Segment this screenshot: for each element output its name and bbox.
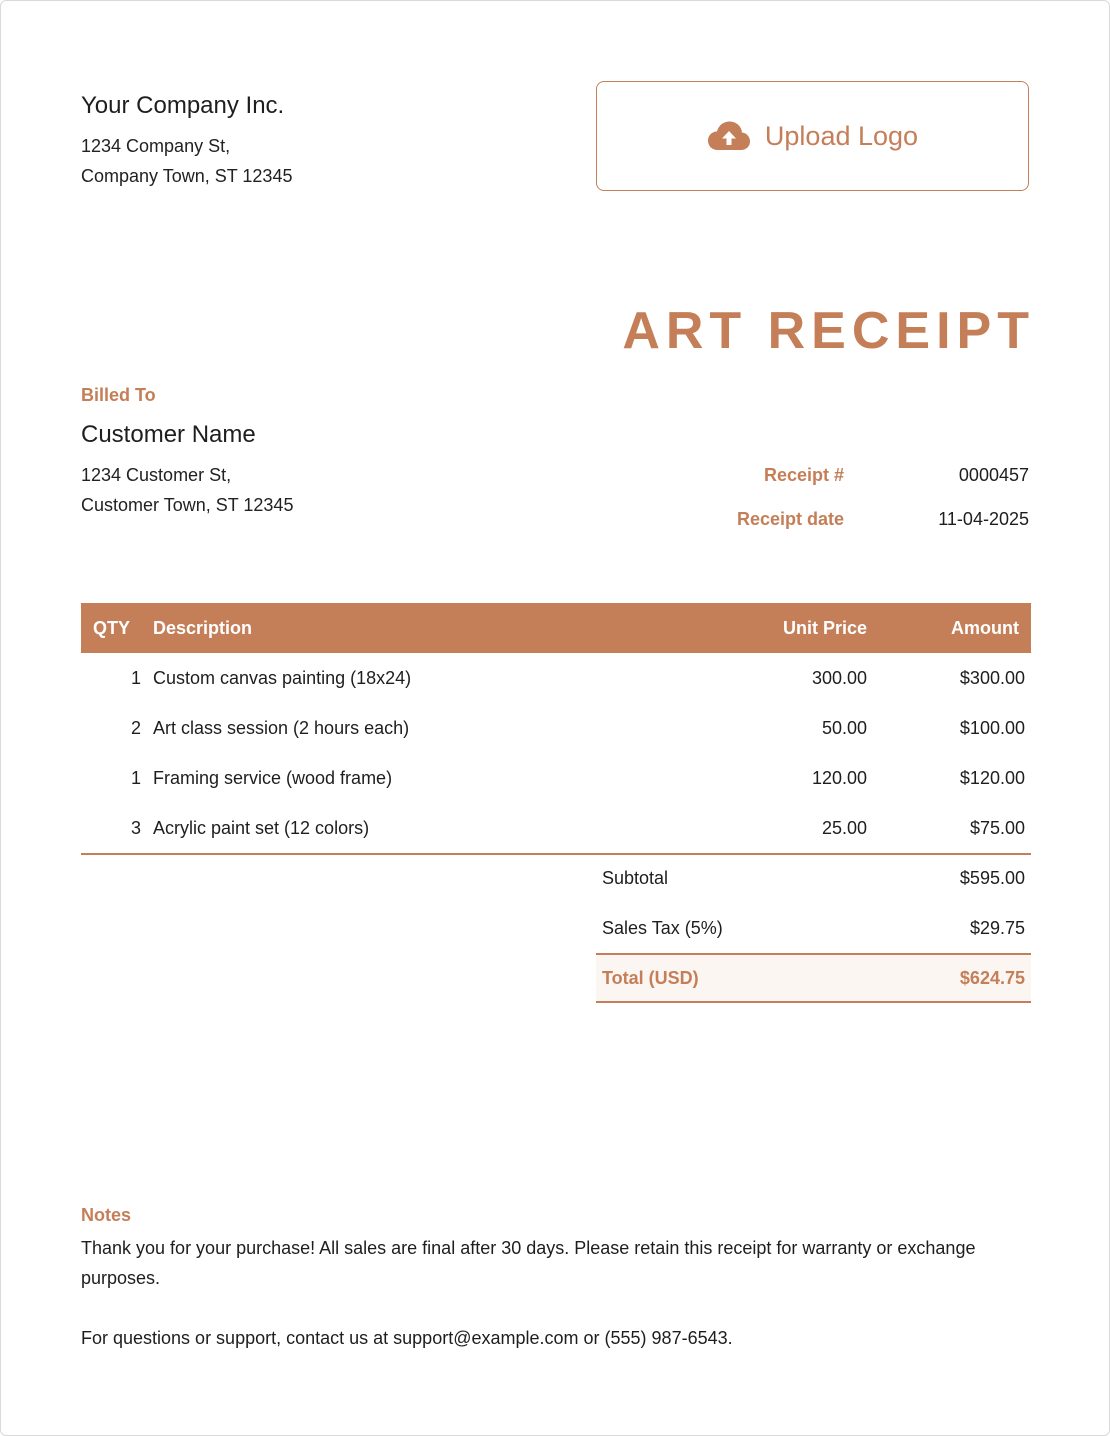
table-header-row [81, 603, 1031, 653]
tax-label: Sales Tax (5%) [602, 917, 723, 938]
line-items-table [81, 603, 1031, 855]
item-qty: 3 [81, 803, 153, 854]
cloud-upload-icon [707, 120, 751, 152]
tax-row [596, 903, 1031, 954]
company-block [81, 91, 292, 191]
table-row [81, 703, 1031, 753]
receipt-number-value: 0000457 [958, 464, 1029, 485]
receipt-date-value: 11-04-2025 [938, 508, 1029, 529]
receipt-number-label: Receipt # [763, 464, 844, 485]
total-label: Total (USD) [596, 954, 875, 1002]
item-unit-price: 300.00 [811, 667, 867, 688]
upload-logo-label: Upload Logo [764, 120, 919, 151]
billed-to-label: Billed To [81, 385, 156, 405]
notes-text: Thank you for your purchase! All sales are final after 30 days. Please retain this receipt for warranty or exchange purposes. [81, 1238, 976, 1288]
receipt-meta [604, 453, 1029, 541]
item-amount: $100.00 [959, 717, 1025, 738]
item-qty: 2 [130, 717, 141, 738]
receipt-number-row [604, 453, 1029, 497]
totals-table [596, 853, 1031, 1003]
item-amount: $75.00 [879, 803, 1031, 854]
item-description: Art class session (2 hours each) [153, 717, 410, 738]
item-description: Acrylic paint set (12 colors) [153, 803, 667, 854]
receipt-date-row [604, 497, 1029, 541]
notes-label: Notes [81, 1205, 132, 1225]
tax-value: $29.75 [969, 917, 1025, 938]
subtotal-value: $595.00 [959, 867, 1025, 888]
item-qty: 1 [130, 667, 141, 688]
customer-address-line1: 1234 Customer St, [81, 465, 232, 485]
description-header: Description [153, 603, 667, 653]
company-name: Your Company Inc. [81, 92, 285, 119]
item-unit-price: 25.00 [667, 803, 879, 854]
item-unit-price: 120.00 [811, 767, 867, 788]
billed-to-block [81, 383, 293, 520]
document-title: ART RECEIPT [622, 302, 1035, 360]
notes-block [81, 1203, 1031, 1353]
item-description: Framing service (wood frame) [153, 767, 393, 788]
unit-price-header: Unit Price [667, 603, 879, 653]
customer-address-line2: Customer Town, ST 12345 [81, 495, 294, 515]
subtotal-label: Subtotal [602, 867, 669, 888]
company-address-line2: Company Town, ST 12345 [81, 166, 293, 186]
item-amount: $300.00 [959, 667, 1025, 688]
table-row [81, 753, 1031, 803]
item-description: Custom canvas painting (18x24) [153, 667, 412, 688]
company-address [81, 131, 292, 191]
upload-logo-button[interactable] [596, 81, 1029, 191]
amount-header: Amount [879, 603, 1031, 653]
customer-address [81, 460, 293, 520]
item-unit-price: 50.00 [821, 717, 867, 738]
total-row [596, 954, 1031, 1002]
receipt-date-label: Receipt date [736, 508, 844, 529]
qty-header: QTY [81, 603, 153, 653]
table-row [81, 653, 1031, 703]
total-value: $624.75 [875, 954, 1031, 1002]
item-amount: $120.00 [959, 767, 1025, 788]
customer-name: Customer Name [81, 421, 256, 448]
subtotal-row [596, 853, 1031, 903]
notes-contact: For questions or support, contact us at support@example.com or (555) 987-6543. [81, 1328, 733, 1348]
item-qty: 1 [130, 767, 141, 788]
table-row [81, 803, 1031, 854]
company-address-line1: 1234 Company St, [81, 136, 231, 156]
